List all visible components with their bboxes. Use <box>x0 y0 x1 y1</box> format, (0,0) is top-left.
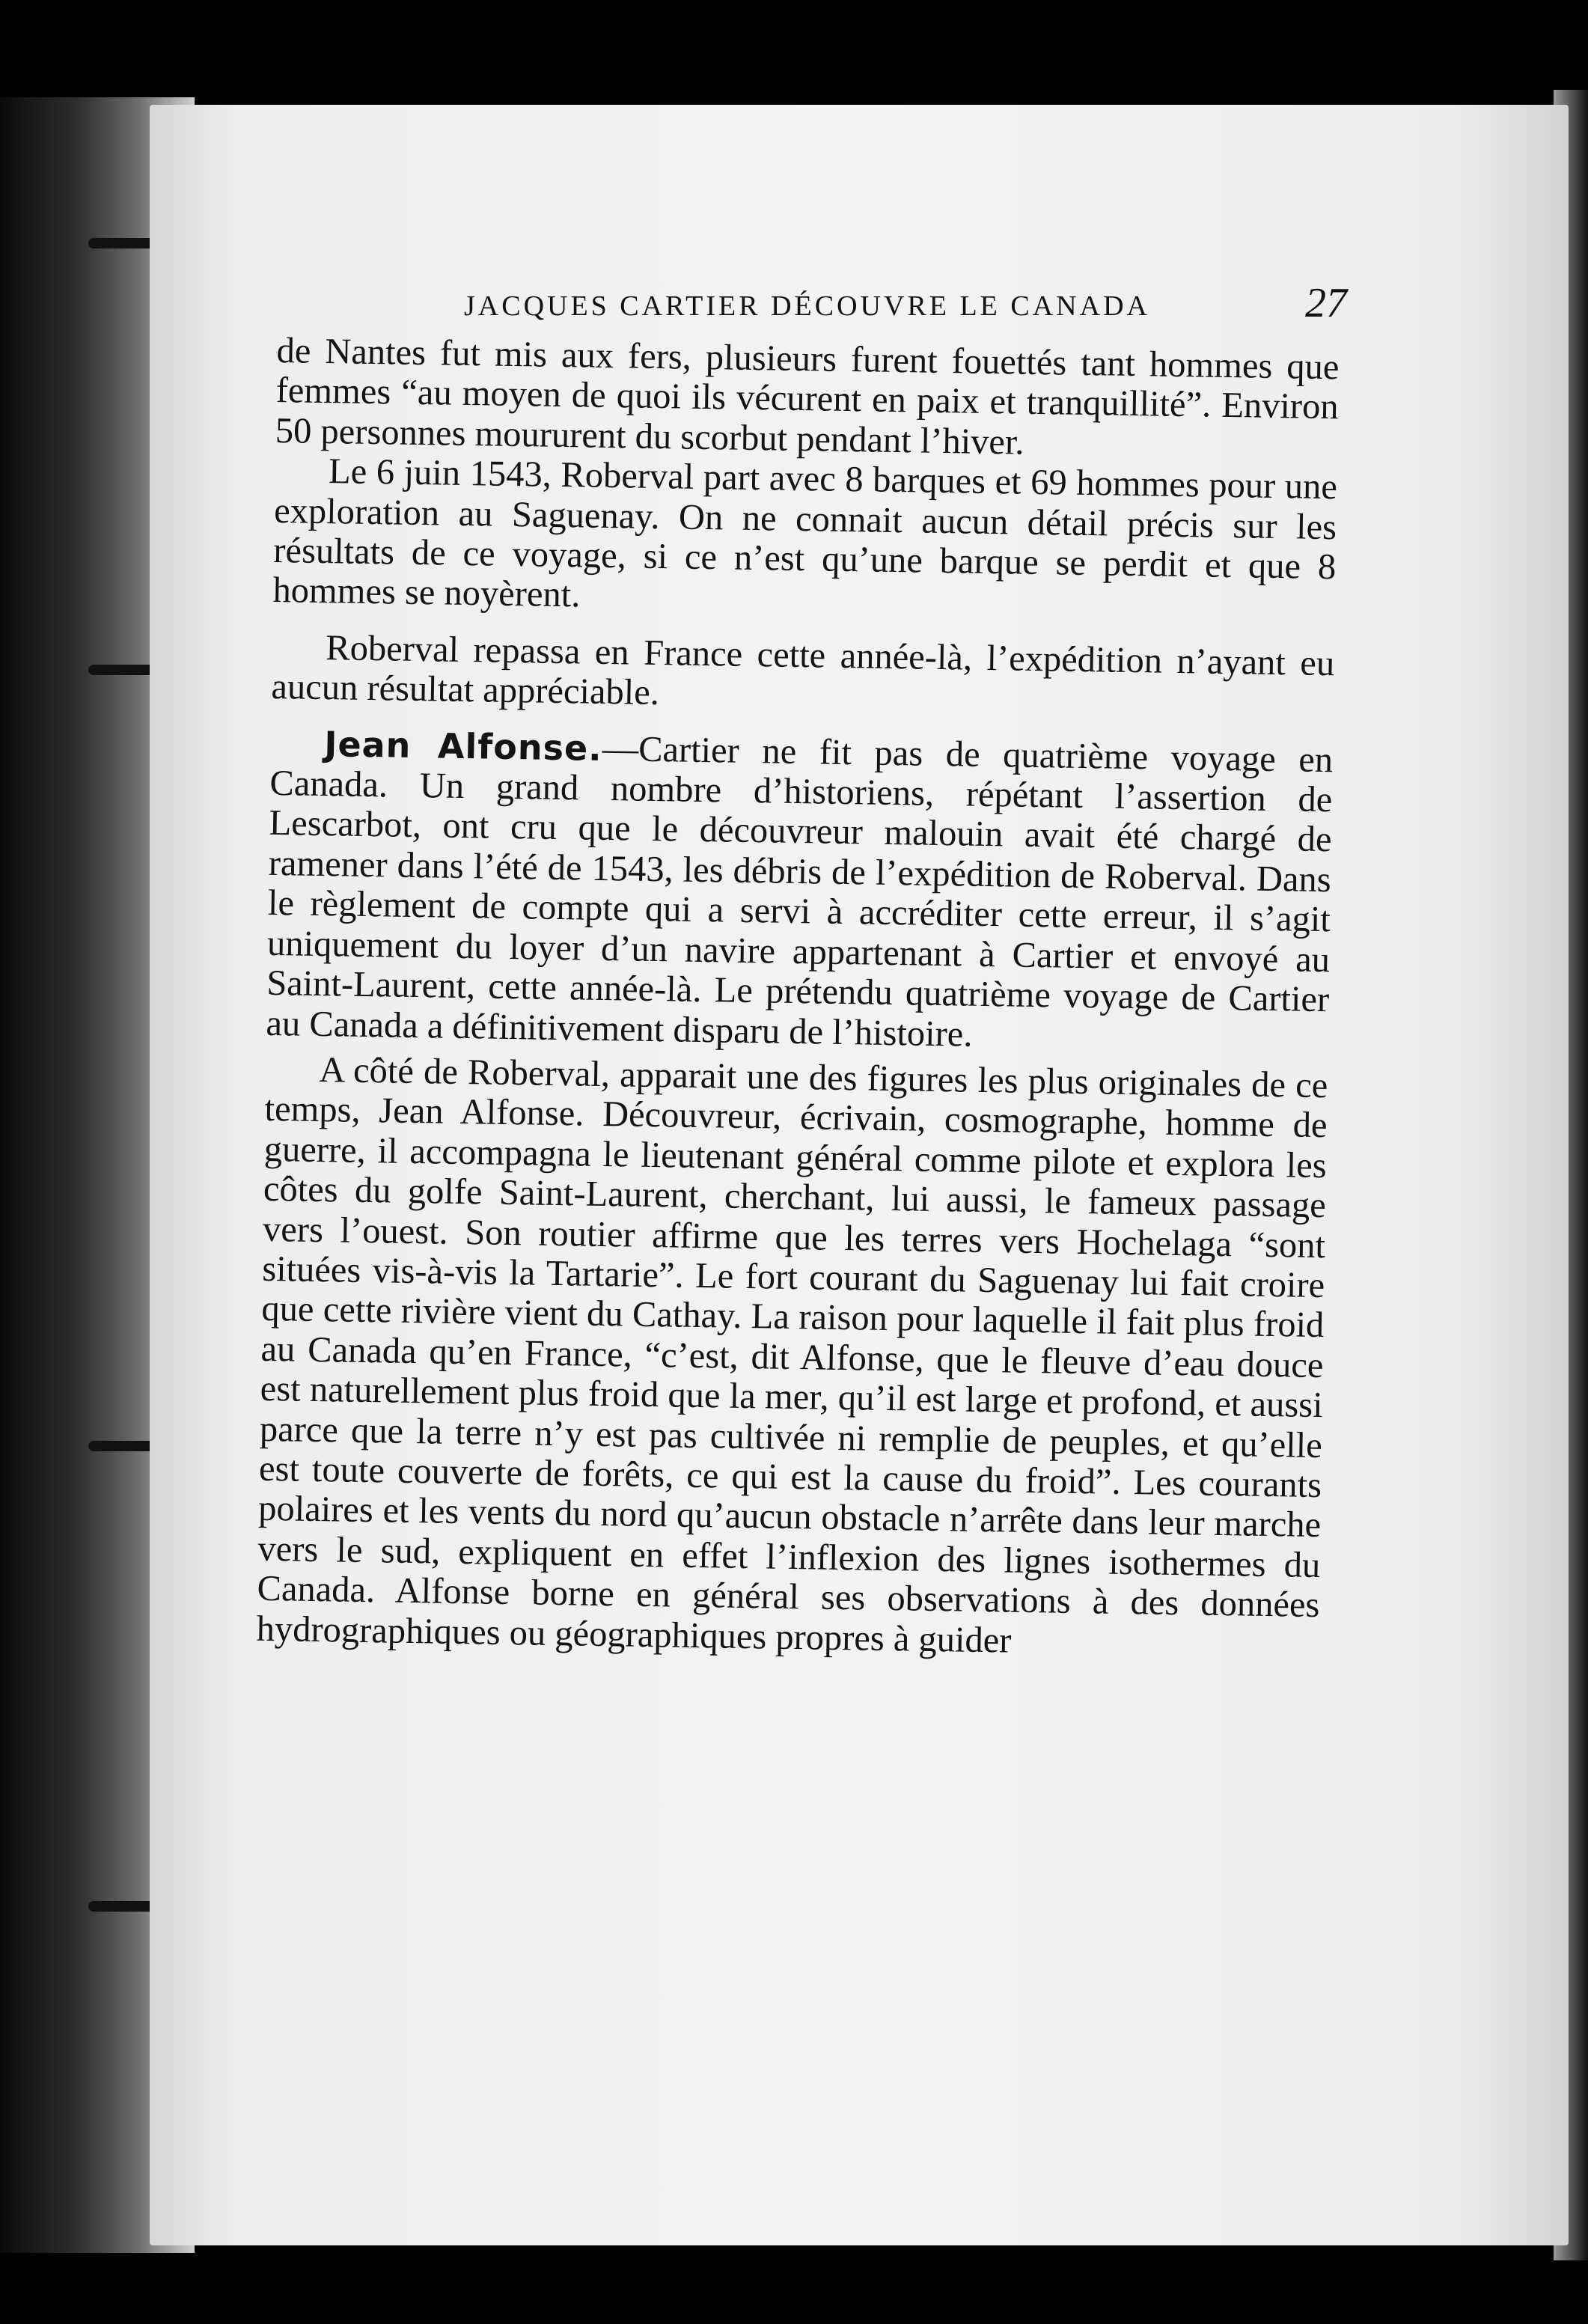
body-text <box>256 331 1339 1665</box>
page-number: 27 <box>1305 280 1347 326</box>
page-header <box>464 273 1347 333</box>
paragraph <box>266 724 1334 1061</box>
paragraph: Roberval repassa en France cette année-là, l’expédition n’ayant eu aucun résultat appréciable. <box>271 627 1335 713</box>
paragraph: Le 6 juin 1543, Roberval part avec 8 barques et 69 hommes pour une exploration au Saguenay. On ne connait aucun détail précis sur les résultats de ce voyage, si ce n’est qu’une barque se perdit et que 8 hommes se noyèrent. <box>272 451 1338 615</box>
section-heading: Jean Alfonse. <box>323 723 603 769</box>
paragraph: A côté de Roberval, apparait une des figures les plus originales de ce temps, Jean Alfonse. Découvreur, écrivain, cosmographe, homme de guerre, il accompagna le lieutenant général comme pilote et explora les côtes du golfe Saint-Laurent, cherchant, lui aussi, le fameux passage vers l’ouest. Son routier affirme que les terres vers Hochelaga “sont situées vis-à-vis la Tartarie”. Le fort courant du Saguenay lui fait croire que cette rivière vient du Cathay. La raison pour laquelle il fait plus froid au Canada qu’en France, “c’est, dit Alfonse, que le fleuve d’eau douce est naturellement plus froid que la mer, qu’il est large et profond, et aussi parce que la terre n’y est pas cultivée ni remplie de peuples, et qu’elle est toute couverte de forêts, ce qui est la cause du froid”. Les courants polaires et les vents du nord qu’aucun obstacle n’arrête dans leur marche vers le sud, expliquent en effet l’inflexion des lignes isothermes du Canada. Alfonse borne en général ses observations à des données hydrographiques ou géographiques propres à guider <box>256 1049 1328 1661</box>
paragraph-text: —Cartier ne fit pas de quatrième voyage en Canada. Un grand nombre d’historiens, répétant l’assertion de Lescarbot, ont cru que le découvreur malouin avait été chargé de ramener dans l’été de 1543, les débris de l’expédition de Roberval. Dans le règlement de compte qui a servi à accréditer cette erreur, il s’agit uniquement du loyer d’un navire appartenant à Cartier et envoyé au Saint-Laurent, cette année-là. Le prétendu quatrième voyage de Cartier au Canada a définitivement disparu de l’histoire. <box>266 728 1334 1055</box>
running-title: JACQUES CARTIER DÉCOUVRE LE CANADA <box>464 290 1150 322</box>
paragraph: de Nantes fut mis aux fers, plusieurs furent fouettés tant hommes que femmes “au moyen de quoi ils vécurent en paix et tranquillité”. Environ 50 personnes moururent du scorbut pendant l’hiver. <box>275 331 1340 463</box>
